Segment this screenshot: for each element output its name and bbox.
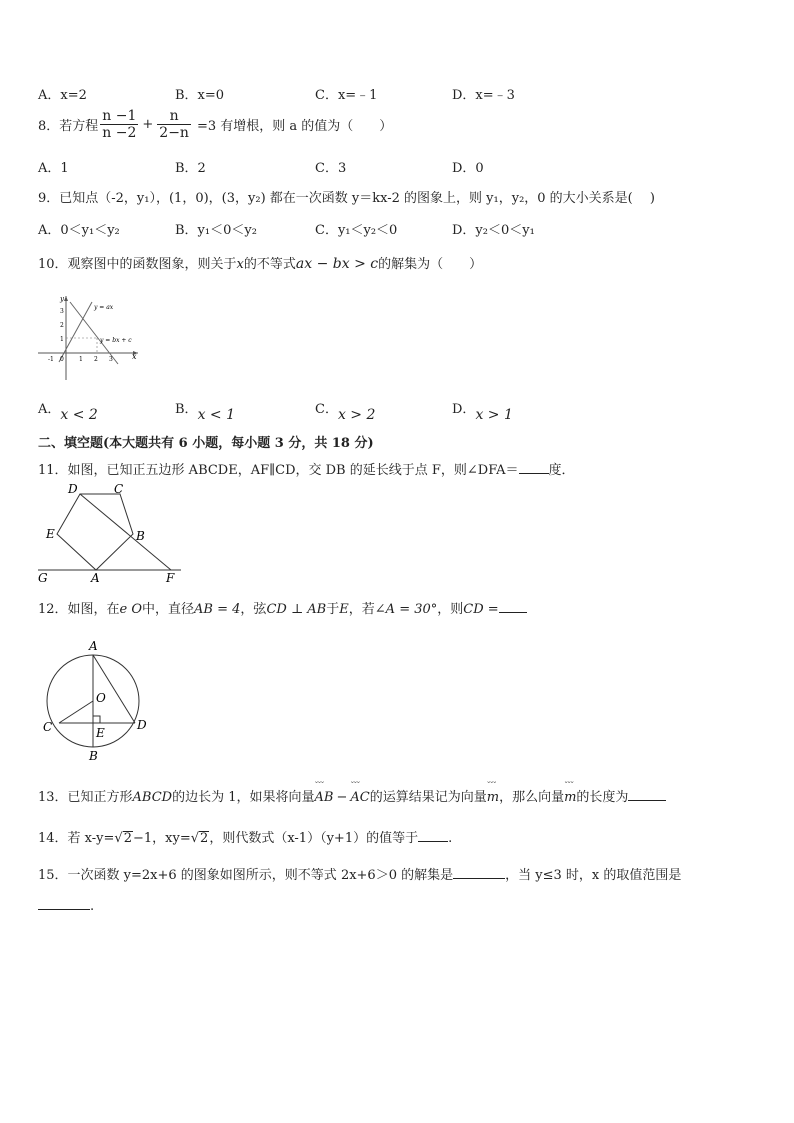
q12-right-angle-mark — [93, 716, 100, 723]
q10-line1-label: y = ax — [94, 304, 114, 311]
q11-line-df — [80, 494, 171, 570]
q10-tick-y3: 3 — [60, 308, 64, 315]
q8-option-c: C．3 — [315, 161, 347, 176]
q12-label-e: E — [96, 726, 105, 740]
q8-frac1-denominator: n −2 — [102, 125, 137, 141]
q10-option-c: C．x > 2 — [315, 402, 376, 423]
q10-x-label: x — [132, 352, 137, 361]
q11-label-b: B — [136, 529, 145, 543]
q9-option-c: C．y₁＜y₂＜0 — [315, 223, 398, 238]
q10-y-label: y — [60, 295, 64, 303]
q8-fraction-1 — [100, 108, 138, 141]
q10-line-bx-c — [70, 302, 118, 364]
q11-pentagon — [57, 494, 133, 570]
q13-vector-m: ˘˘˘ m — [487, 790, 499, 805]
q8-frac1-numerator: n −1 — [102, 108, 137, 124]
q12-label-d: D — [137, 718, 147, 732]
q9-option-a: A．0＜y₁＜y₂ — [38, 223, 120, 238]
q9-option-b: B．y₁＜0＜y₂ — [175, 223, 257, 238]
q7-option-c: C．x=﹣1 — [315, 88, 378, 103]
q12-label-b: B — [89, 749, 98, 763]
q12-segment-oc — [59, 701, 93, 723]
q10-tick-x3: 3 — [109, 356, 113, 363]
q10-function-graph — [36, 292, 142, 382]
q11-pentagon-figure — [36, 480, 186, 585]
q13-vector-ab: ˘˘˘ AB — [315, 790, 334, 805]
q15-stem: 15．一次函数 y=2x+6 的图象如图所示，则不等式 2x+6＞0 的解集是 ，当 y≤3 时，x 的取值范围是 — [38, 868, 682, 883]
q10-option-a: A．x < 2 — [38, 402, 98, 423]
q10-y-axis-arrow — [64, 296, 68, 301]
q11-label-e: E — [46, 527, 55, 541]
q10-option-b: B．x < 1 — [175, 402, 235, 423]
q9-option-d: D．y₂＜0＜y₁ — [452, 223, 535, 238]
q11-label-g: G — [38, 571, 48, 585]
q13-answer-blank — [628, 788, 666, 801]
q10-var-x: x — [236, 257, 244, 272]
q10-origin: 0 — [60, 356, 64, 363]
q12-label-a: A — [89, 639, 98, 653]
q11-label-c: C — [114, 482, 124, 496]
q12-label-c: C — [43, 720, 53, 734]
q10-tick-y2: 2 — [60, 322, 64, 329]
sqrt-symbol: √ — [190, 831, 200, 846]
q14-stem: 14．若 x-y=√2−1，xy=√2，则代数式（x-1）（y+1）的值等于 . — [38, 831, 453, 846]
q11-label-a: A — [91, 571, 100, 585]
q10-line2-label: y = bx + c — [100, 337, 132, 344]
q10-stem — [38, 253, 482, 272]
q10-tick-x2: 2 — [94, 356, 98, 363]
q9-stem: 9．已知点（-2，y₁），(1，0)，(3，y₂) 都在一次函数 y＝kx-2 的图象上，则 y₁，y₂，0 的大小关系是( ) — [38, 191, 655, 206]
q8-option-d: D．0 — [452, 161, 484, 176]
q10-text-c: 的解集为（ ） — [378, 257, 483, 272]
q12-segment-ad — [93, 655, 135, 723]
q13-vector-ac: ˘˘˘ AC — [350, 790, 369, 805]
q10-text-b: 的不等式 — [243, 257, 296, 272]
q15-answer-blank-1 — [453, 866, 505, 879]
q15-continuation: . — [38, 897, 94, 914]
q8-suffix: =3 有增根，则 a 的值为（ ） — [196, 119, 393, 134]
q15-answer-blank-2 — [38, 897, 90, 910]
q11-stem: 11．如图，已知正五边形 ABCDE，AF∥CD，交 DB 的延长线于点 F，则∠DFA＝ 度． — [38, 463, 575, 478]
q7-option-a: A．x=2 — [38, 88, 87, 103]
q10-tick-y1: 1 — [60, 336, 64, 343]
q12-label-o: O — [96, 691, 106, 705]
q11-answer-blank — [519, 461, 549, 474]
q8-option-b: B．2 — [175, 161, 206, 176]
sqrt-symbol: √ — [114, 831, 123, 846]
q12-stem: 12．如图，在e O中，直径AB = 4，弦CD ⊥ AB于E，若∠A = 30°，则CD = — [38, 598, 527, 617]
q13-stem: 13．已知正方形ABCD的边长为 1，如果将向量˘˘˘ AB −˘˘˘ AC的运算结果记为向量˘˘˘ m，那么向量˘˘˘ m的长度为 — [38, 786, 666, 805]
q8-prefix: 8．若方程 — [38, 119, 99, 134]
q14-answer-blank — [418, 829, 448, 842]
q12-circle-figure — [38, 636, 153, 766]
q10-text-a: 10．观察图中的函数图象，则关于 — [38, 257, 237, 272]
q8-stem — [38, 108, 392, 141]
q11-label-f: F — [166, 571, 175, 585]
q10-tick-x1: 1 — [79, 356, 83, 363]
q10-inequality: ax − bx > c — [295, 256, 379, 272]
q7-option-d: D．x=﹣3 — [452, 88, 515, 103]
q7-option-b: B．x=0 — [175, 88, 225, 103]
q8-fraction-2 — [157, 108, 191, 141]
q8-frac2-denominator: 2−n — [159, 125, 189, 141]
q8-frac2-numerator: n — [157, 108, 191, 125]
q11-label-d: D — [68, 482, 78, 496]
q10-option-d: D．x > 1 — [452, 402, 513, 423]
section-2-title: 二、填空题(本大题共有 6 小题，每小题 3 分，共 18 分) — [38, 436, 374, 451]
q8-plus: + — [142, 117, 154, 132]
q12-answer-blank — [499, 600, 527, 613]
q13-vector-m-2: ˘˘˘ m — [564, 790, 576, 805]
q10-tick-x-neg1: -1 — [48, 356, 54, 363]
q8-option-a: A．1 — [38, 161, 69, 176]
